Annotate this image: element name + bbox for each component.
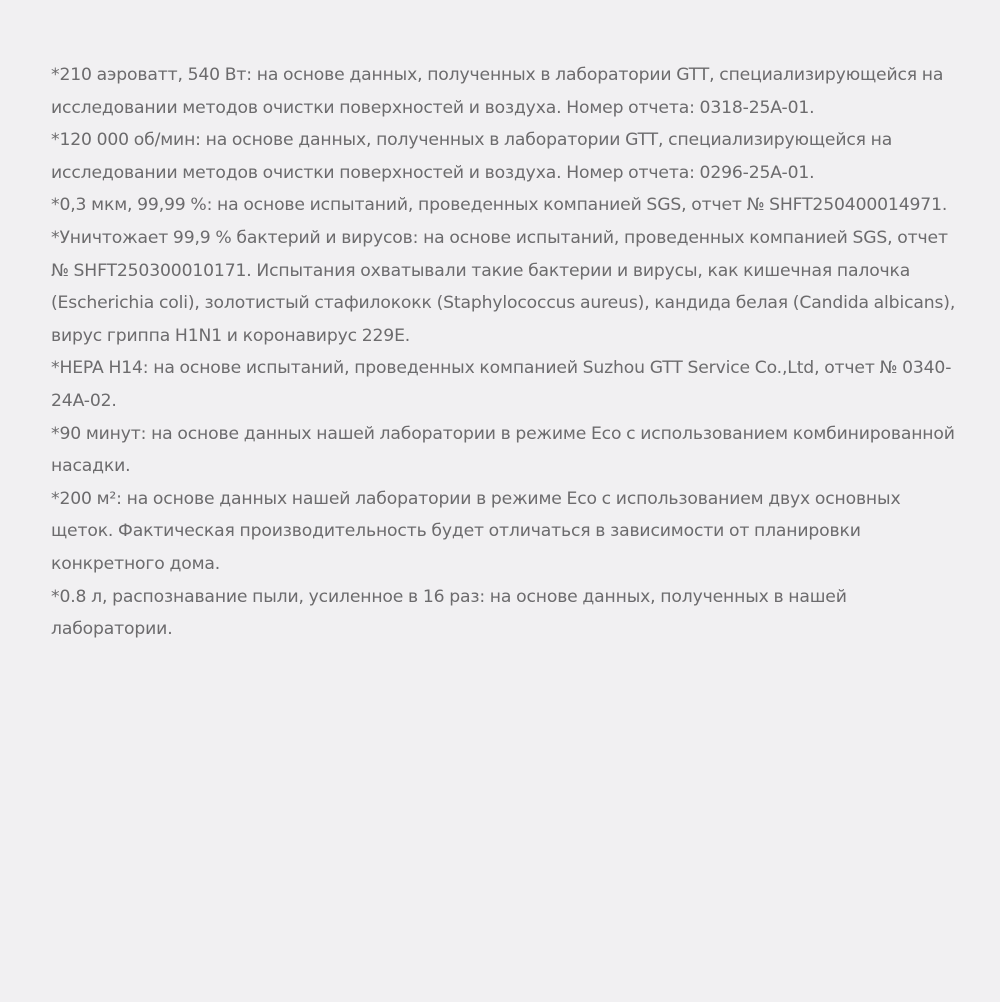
- footnote-filtration: *0,3 мкм, 99,99 %: на основе испытаний, проведенных компанией SGS, отчет № SHFT250400014971.: [51, 195, 948, 216]
- footnote-dust-detection: *0.8 л, распознавание пыли, усиленное в 16 раз: на основе данных, полученных в нашей лаборатории.: [51, 586, 847, 640]
- footnote-list: [51, 59, 960, 646]
- footnote-motor-speed: *120 000 об/мин: на основе данных, полученных в лаборатории GTT, специализирующейся на исследовании методов очистки поверхностей и воздуха. Номер отчета: 0296-25A-01.: [51, 130, 893, 183]
- footnote-hepa: *HEPA H14: на основе испытаний, проведенных компанией Suzhou GTT Service Co.,Ltd, отчет № 0340-24A-02.: [51, 358, 952, 411]
- footnote-suction-power: *210 аэроватт, 540 Вт: на основе данных, полученных в лаборатории GTT, специализирующейся на исследовании методов очистки поверхностей и воздуха. Номер отчета: 0318-25A-01.: [51, 65, 944, 118]
- footnote-runtime: *90 минут: на основе данных нашей лаборатории в режиме Eco с использованием комбинированной насадки.: [51, 423, 955, 477]
- footnote-coverage: *200 м²: на основе данных нашей лаборатории в режиме Eco с использованием двух основных щеток. Фактическая производительность будет отличаться в зависимости от планировки конкретного дома.: [51, 488, 901, 574]
- footnote-antibacterial: *Уничтожает 99,9 % бактерий и вирусов: на основе испытаний, проведенных компанией SGS, отчет № SHFT250300010171. Испытания охватывали такие бактерии и вирусы, как кишечная палочка (Escherichia coli), золотистый стафилококк (Staphylococcus aureus), кандида белая (Candida albicans), вирус гриппа H1N1 и коронавирус 229E.: [51, 227, 956, 346]
